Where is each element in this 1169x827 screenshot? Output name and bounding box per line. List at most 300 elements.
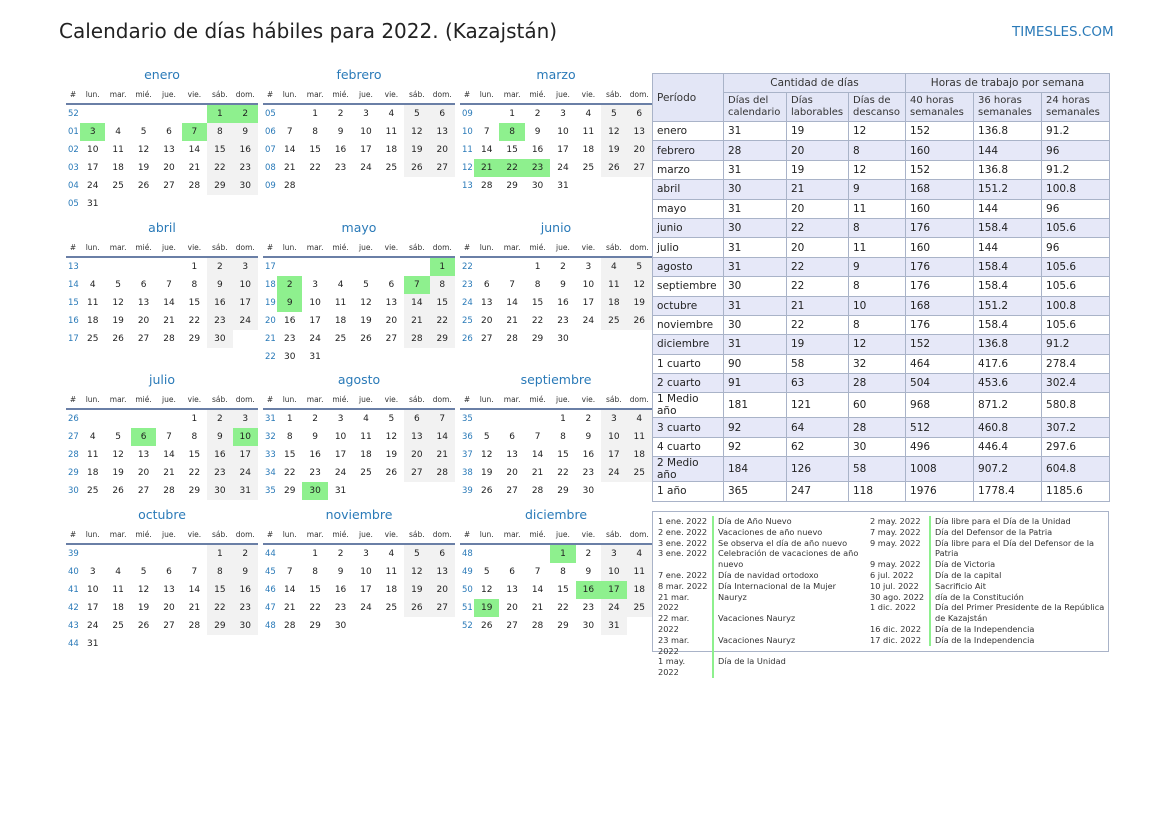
holiday-day-cell: 9 bbox=[277, 294, 302, 312]
day-cell: 17 bbox=[582, 298, 595, 308]
day-cell: 24 bbox=[233, 464, 258, 482]
value-cell: 176 bbox=[906, 315, 974, 334]
empty-day-cell bbox=[430, 482, 455, 500]
day-cell: 16 bbox=[233, 141, 258, 159]
week-number: 31 bbox=[265, 414, 276, 424]
weekday-header: mié. bbox=[328, 85, 353, 104]
holiday-item bbox=[658, 548, 861, 570]
day-cell: 23 bbox=[582, 468, 595, 478]
empty-day-cell bbox=[302, 257, 327, 276]
value-cell: 58 bbox=[787, 354, 849, 373]
empty-day-cell bbox=[277, 104, 302, 123]
holiday-name: Día de la Independencia bbox=[929, 624, 1113, 635]
day-cell: 20 bbox=[480, 316, 493, 326]
day-cell: 21 bbox=[531, 603, 544, 613]
day-cell: 19 bbox=[137, 163, 150, 173]
value-cell: 176 bbox=[906, 257, 974, 276]
day-cell: 9 bbox=[207, 276, 232, 294]
value-cell: 21 bbox=[787, 180, 849, 199]
week-number-header: # bbox=[66, 238, 80, 257]
day-cell: 15 bbox=[309, 145, 321, 155]
value-cell: 453.6 bbox=[974, 374, 1042, 393]
holiday-name: Día de Año Nuevo bbox=[712, 516, 861, 527]
day-cell: 22 bbox=[283, 468, 296, 478]
week-number: 30 bbox=[68, 486, 79, 496]
day-cell: 6 bbox=[509, 432, 515, 442]
value-cell: 604.8 bbox=[1042, 457, 1110, 482]
day-cell: 18 bbox=[385, 585, 398, 595]
month-name: febrero bbox=[336, 67, 382, 82]
week-number: 05 bbox=[265, 109, 276, 119]
month-name: mayo bbox=[341, 220, 377, 235]
empty-day-cell bbox=[156, 544, 181, 563]
day-cell: 30 bbox=[557, 334, 569, 344]
period-cell: marzo bbox=[653, 160, 724, 179]
day-cell: 20 bbox=[163, 163, 175, 173]
day-cell: 3 bbox=[601, 409, 626, 428]
day-cell: 18 bbox=[601, 294, 626, 312]
day-cell: 27 bbox=[385, 334, 398, 344]
week-number: 07 bbox=[265, 145, 276, 155]
day-cell: 26 bbox=[385, 468, 398, 478]
weekday-header: jue. bbox=[550, 238, 575, 257]
day-cell: 29 bbox=[557, 621, 569, 631]
weekday-header: lun. bbox=[474, 238, 499, 257]
value-cell: 58 bbox=[849, 457, 906, 482]
day-cell: 6 bbox=[166, 127, 172, 137]
week-number: 41 bbox=[68, 585, 79, 595]
day-cell: 13 bbox=[404, 428, 429, 446]
day-cell: 20 bbox=[404, 446, 429, 464]
day-cell: 19 bbox=[627, 294, 652, 312]
value-cell: 92 bbox=[724, 437, 787, 456]
holiday-item bbox=[870, 602, 1113, 624]
day-cell: 6 bbox=[430, 544, 455, 563]
day-cell: 19 bbox=[601, 141, 626, 159]
day-cell: 20 bbox=[430, 141, 455, 159]
holiday-date: 6 jul. 2022 bbox=[870, 569, 914, 580]
empty-day-cell bbox=[156, 257, 181, 276]
empty-day-cell bbox=[627, 330, 652, 348]
day-cell: 18 bbox=[627, 581, 652, 599]
weekday-header: sáb. bbox=[404, 525, 429, 544]
page-title: Calendario de días hábiles para 2022. (Kazajstán) bbox=[59, 19, 558, 43]
day-cell: 25 bbox=[385, 603, 398, 613]
day-cell: 10 bbox=[601, 563, 626, 581]
value-cell: 91.2 bbox=[1042, 160, 1110, 179]
value-cell: 100.8 bbox=[1042, 296, 1110, 315]
weekday-header: sáb. bbox=[207, 238, 232, 257]
weekday-header: jue. bbox=[156, 238, 181, 257]
day-cell: 27 bbox=[480, 334, 493, 344]
empty-day-cell bbox=[182, 635, 207, 653]
day-cell: 16 bbox=[207, 294, 232, 312]
month-name: septiembre bbox=[520, 372, 592, 387]
day-cell: 16 bbox=[233, 581, 258, 599]
holiday-name: día de la Constitución bbox=[929, 592, 1113, 603]
day-cell: 24 bbox=[601, 599, 626, 617]
holiday-date: 1 ene. 2022 bbox=[658, 516, 708, 526]
day-cell: 28 bbox=[430, 464, 455, 482]
day-cell: 16 bbox=[334, 145, 347, 155]
day-cell: 23 bbox=[283, 334, 296, 344]
day-cell: 17 bbox=[360, 585, 372, 595]
day-cell: 24 bbox=[309, 334, 321, 344]
value-cell: 31 bbox=[724, 257, 787, 276]
day-cell: 30 bbox=[233, 617, 258, 635]
day-cell: 11 bbox=[582, 127, 595, 137]
value-cell: 28 bbox=[849, 418, 906, 437]
day-cell: 23 bbox=[334, 603, 347, 613]
day-cell: 6 bbox=[430, 104, 455, 123]
day-cell: 26 bbox=[112, 486, 124, 496]
day-cell: 11 bbox=[334, 298, 347, 308]
value-cell: 144 bbox=[974, 199, 1042, 218]
week-number: 46 bbox=[265, 585, 276, 595]
week-number: 35 bbox=[265, 486, 276, 496]
weekday-header: lun. bbox=[80, 238, 105, 257]
day-cell: 25 bbox=[112, 621, 124, 631]
value-cell: 152 bbox=[906, 122, 974, 141]
value-cell: 184 bbox=[724, 457, 787, 482]
working-days-table bbox=[652, 73, 1110, 502]
weekday-header: sáb. bbox=[601, 85, 626, 104]
weekday-header: mié. bbox=[328, 525, 353, 544]
day-cell: 11 bbox=[385, 127, 398, 137]
empty-day-cell bbox=[105, 635, 130, 653]
day-cell: 12 bbox=[480, 585, 493, 595]
week-number: 34 bbox=[265, 468, 276, 478]
day-cell: 9 bbox=[337, 127, 344, 137]
value-cell: 871.2 bbox=[974, 393, 1042, 418]
day-cell: 26 bbox=[404, 599, 429, 617]
week-number: 17 bbox=[68, 334, 79, 344]
month-grid bbox=[263, 525, 455, 635]
day-cell: 14 bbox=[163, 450, 175, 460]
table-row bbox=[653, 374, 1110, 393]
day-cell: 15 bbox=[557, 585, 569, 595]
weekday-header: dom. bbox=[627, 525, 652, 544]
empty-day-cell bbox=[404, 348, 429, 366]
value-cell: 302.4 bbox=[1042, 374, 1110, 393]
day-cell: 22 bbox=[309, 603, 321, 613]
day-cell: 26 bbox=[480, 486, 493, 496]
empty-day-cell bbox=[131, 195, 156, 213]
day-cell: 13 bbox=[137, 298, 150, 308]
table-row bbox=[653, 354, 1110, 373]
value-cell: 20 bbox=[787, 238, 849, 257]
value-cell: 8 bbox=[849, 277, 906, 296]
column-header: Días laborables bbox=[787, 93, 849, 122]
day-cell: 15 bbox=[309, 585, 321, 595]
day-cell: 8 bbox=[286, 432, 293, 442]
day-cell: 23 bbox=[557, 316, 569, 326]
weekday-header: jue. bbox=[156, 390, 181, 409]
holiday-name: Celebración de vacaciones de año nuevo bbox=[712, 548, 861, 570]
empty-day-cell bbox=[156, 635, 181, 653]
weekday-header: vie. bbox=[379, 85, 404, 104]
value-cell: 181 bbox=[724, 393, 787, 418]
holiday-name: Día libre para el Día de la Unidad bbox=[929, 516, 1113, 527]
day-cell: 2 bbox=[207, 409, 232, 428]
weekday-header: mar. bbox=[302, 238, 327, 257]
value-cell: 121 bbox=[787, 393, 849, 418]
month-name: agosto bbox=[337, 372, 381, 387]
site-link[interactable]: TIMESLES.COM bbox=[1012, 24, 1114, 40]
empty-day-cell bbox=[576, 177, 601, 195]
week-number: 19 bbox=[265, 298, 276, 308]
day-cell: 3 bbox=[337, 414, 344, 424]
weekday-header: jue. bbox=[353, 238, 378, 257]
day-cell: 14 bbox=[506, 298, 518, 308]
value-cell: 8 bbox=[849, 141, 906, 160]
holiday-name: Día libre para el Día del Defensor de la Patria bbox=[929, 538, 1113, 560]
day-cell: 27 bbox=[506, 486, 518, 496]
holiday-name: Día de Victoria bbox=[929, 559, 1113, 570]
weekday-header: mar. bbox=[105, 390, 130, 409]
day-cell: 16 bbox=[207, 446, 232, 464]
day-cell: 27 bbox=[137, 486, 150, 496]
holiday-item bbox=[870, 592, 1113, 603]
week-number: 06 bbox=[265, 127, 276, 137]
weekday-header: vie. bbox=[379, 238, 404, 257]
day-cell: 30 bbox=[233, 177, 258, 195]
value-cell: 168 bbox=[906, 180, 974, 199]
holiday-name: Sacrificio Ait bbox=[929, 581, 1113, 592]
empty-day-cell bbox=[601, 177, 626, 195]
value-cell: 64 bbox=[787, 418, 849, 437]
day-cell: 6 bbox=[140, 280, 147, 290]
holiday-day-cell: 17 bbox=[601, 581, 626, 599]
month-enero bbox=[66, 67, 258, 213]
day-cell: 19 bbox=[137, 603, 150, 613]
day-cell: 24 bbox=[360, 163, 372, 173]
month-name: octubre bbox=[138, 507, 186, 522]
value-cell: 31 bbox=[724, 122, 787, 141]
day-cell: 28 bbox=[480, 181, 493, 191]
holiday-item bbox=[870, 624, 1113, 635]
period-cell: abril bbox=[653, 180, 724, 199]
day-cell: 9 bbox=[560, 280, 566, 290]
value-cell: 247 bbox=[787, 482, 849, 501]
holiday-date: 10 jul. 2022 bbox=[870, 580, 919, 591]
month-grid bbox=[263, 390, 455, 500]
day-cell: 16 bbox=[582, 450, 595, 460]
value-cell: 136.8 bbox=[974, 335, 1042, 354]
day-cell: 12 bbox=[385, 432, 398, 442]
empty-day-cell bbox=[182, 195, 207, 213]
period-cell: noviembre bbox=[653, 315, 724, 334]
value-cell: 21 bbox=[787, 296, 849, 315]
day-cell: 9 bbox=[312, 432, 318, 442]
week-number: 50 bbox=[462, 585, 473, 595]
day-cell: 27 bbox=[506, 621, 518, 631]
holiday-item bbox=[658, 592, 861, 614]
week-number: 32 bbox=[265, 432, 276, 442]
day-cell: 22 bbox=[531, 316, 544, 326]
empty-day-cell bbox=[379, 482, 404, 500]
empty-day-cell bbox=[525, 544, 550, 563]
day-cell: 1 bbox=[560, 414, 566, 424]
day-cell: 2 bbox=[534, 109, 541, 119]
day-cell: 25 bbox=[334, 334, 347, 344]
holiday-day-cell: 16 bbox=[576, 581, 601, 599]
weekday-header: jue. bbox=[353, 85, 378, 104]
day-cell: 13 bbox=[430, 563, 455, 581]
day-cell: 15 bbox=[506, 145, 518, 155]
holiday-day-cell: 30 bbox=[302, 482, 327, 500]
day-cell: 14 bbox=[283, 585, 296, 595]
column-header: 24 horas semanales bbox=[1042, 93, 1110, 122]
day-cell: 1 bbox=[286, 414, 293, 424]
holiday-item bbox=[658, 570, 861, 581]
weekday-header: mié. bbox=[131, 85, 156, 104]
day-cell: 4 bbox=[388, 549, 395, 559]
holiday-item bbox=[870, 559, 1113, 570]
day-cell: 3 bbox=[233, 257, 258, 276]
empty-day-cell bbox=[525, 409, 550, 428]
holiday-item bbox=[658, 516, 861, 527]
day-cell: 10 bbox=[86, 145, 99, 155]
day-cell: 1 bbox=[312, 109, 318, 119]
month-grid bbox=[66, 85, 258, 213]
week-number: 27 bbox=[68, 432, 79, 442]
weekday-header: vie. bbox=[576, 85, 601, 104]
table-row bbox=[653, 277, 1110, 296]
day-cell: 6 bbox=[483, 280, 490, 290]
empty-day-cell bbox=[474, 544, 499, 563]
period-cell: 1 Medio año bbox=[653, 393, 724, 418]
day-cell: 19 bbox=[404, 141, 429, 159]
days-group-header: Cantidad de días bbox=[724, 74, 906, 93]
empty-day-cell bbox=[105, 195, 130, 213]
day-cell: 5 bbox=[483, 432, 490, 442]
day-cell: 25 bbox=[601, 312, 626, 330]
day-cell: 30 bbox=[582, 621, 595, 631]
weekday-header: vie. bbox=[379, 390, 404, 409]
holiday-name: Día del Primer Presidente de la República de Kazajstán bbox=[929, 602, 1113, 624]
month-marzo bbox=[460, 67, 652, 195]
empty-day-cell bbox=[404, 617, 429, 635]
week-number: 40 bbox=[68, 567, 79, 577]
value-cell: 160 bbox=[906, 141, 974, 160]
empty-day-cell bbox=[353, 177, 378, 195]
value-cell: 30 bbox=[724, 277, 787, 296]
empty-day-cell bbox=[131, 409, 156, 428]
weekday-header: mar. bbox=[302, 390, 327, 409]
holiday-day-cell: 19 bbox=[474, 599, 499, 617]
day-cell: 8 bbox=[312, 567, 318, 577]
empty-day-cell bbox=[474, 409, 499, 428]
month-agosto bbox=[263, 372, 455, 500]
day-cell: 1 bbox=[312, 549, 318, 559]
weekday-header: dom. bbox=[430, 390, 455, 409]
holiday-item bbox=[658, 635, 861, 657]
value-cell: 365 bbox=[724, 482, 787, 501]
week-number: 37 bbox=[462, 450, 473, 460]
day-cell: 30 bbox=[334, 621, 347, 631]
weekday-header: vie. bbox=[182, 390, 207, 409]
day-cell: 19 bbox=[112, 468, 124, 478]
month-grid bbox=[460, 85, 652, 195]
day-cell: 7 bbox=[286, 127, 293, 137]
table-row bbox=[653, 160, 1110, 179]
day-cell: 23 bbox=[233, 599, 258, 617]
week-number-header: # bbox=[66, 390, 80, 409]
day-cell: 10 bbox=[233, 276, 258, 294]
day-cell: 14 bbox=[163, 298, 175, 308]
month-name: marzo bbox=[536, 67, 576, 82]
empty-day-cell bbox=[353, 482, 378, 500]
day-cell: 17 bbox=[86, 603, 99, 613]
day-cell: 29 bbox=[531, 334, 544, 344]
weekday-header: mié. bbox=[328, 390, 353, 409]
weekday-header: dom. bbox=[233, 85, 258, 104]
holiday-list-left bbox=[658, 516, 861, 678]
day-cell: 13 bbox=[506, 585, 518, 595]
day-cell: 1 bbox=[207, 544, 232, 563]
holiday-item bbox=[870, 635, 1113, 646]
day-cell: 23 bbox=[334, 163, 347, 173]
weekday-header: dom. bbox=[430, 238, 455, 257]
value-cell: 126 bbox=[787, 457, 849, 482]
day-cell: 19 bbox=[480, 468, 493, 478]
day-cell: 21 bbox=[188, 603, 201, 613]
day-cell: 15 bbox=[207, 581, 232, 599]
day-cell: 3 bbox=[233, 409, 258, 428]
value-cell: 96 bbox=[1042, 141, 1110, 160]
table-row bbox=[653, 482, 1110, 501]
week-number: 25 bbox=[462, 316, 473, 326]
month-name: noviembre bbox=[325, 507, 393, 522]
empty-day-cell bbox=[302, 177, 327, 195]
holiday-name: Día del Defensor de la Patria bbox=[929, 527, 1113, 538]
week-number: 22 bbox=[265, 352, 276, 362]
month-name: enero bbox=[144, 67, 180, 82]
weekday-header: jue. bbox=[353, 525, 378, 544]
day-cell: 5 bbox=[115, 280, 121, 290]
day-cell: 31 bbox=[309, 352, 321, 362]
day-cell: 10 bbox=[309, 298, 321, 308]
day-cell: 20 bbox=[137, 468, 150, 478]
day-cell: 11 bbox=[112, 145, 124, 155]
empty-day-cell bbox=[80, 409, 105, 428]
value-cell: 144 bbox=[974, 141, 1042, 160]
day-cell: 26 bbox=[137, 181, 150, 191]
holiday-date: 2 may. 2022 bbox=[870, 516, 921, 526]
weekday-header: mar. bbox=[105, 85, 130, 104]
holiday-item bbox=[870, 538, 1113, 560]
value-cell: 62 bbox=[787, 437, 849, 456]
holiday-day-cell: 3 bbox=[80, 123, 105, 141]
day-cell: 3 bbox=[363, 549, 369, 559]
day-cell: 5 bbox=[483, 567, 490, 577]
week-number: 23 bbox=[462, 280, 473, 290]
table-row bbox=[653, 141, 1110, 160]
empty-day-cell bbox=[499, 544, 524, 563]
day-cell: 21 bbox=[163, 468, 175, 478]
value-cell: 20 bbox=[787, 199, 849, 218]
day-cell: 12 bbox=[137, 585, 150, 595]
holiday-date: 22 mar. 2022 bbox=[658, 613, 690, 634]
day-cell: 12 bbox=[480, 450, 493, 460]
week-number: 13 bbox=[68, 262, 79, 272]
day-cell: 28 bbox=[531, 621, 544, 631]
value-cell: 30 bbox=[724, 180, 787, 199]
month-noviembre bbox=[263, 507, 455, 635]
day-cell: 24 bbox=[334, 468, 347, 478]
weekday-header: dom. bbox=[627, 85, 652, 104]
